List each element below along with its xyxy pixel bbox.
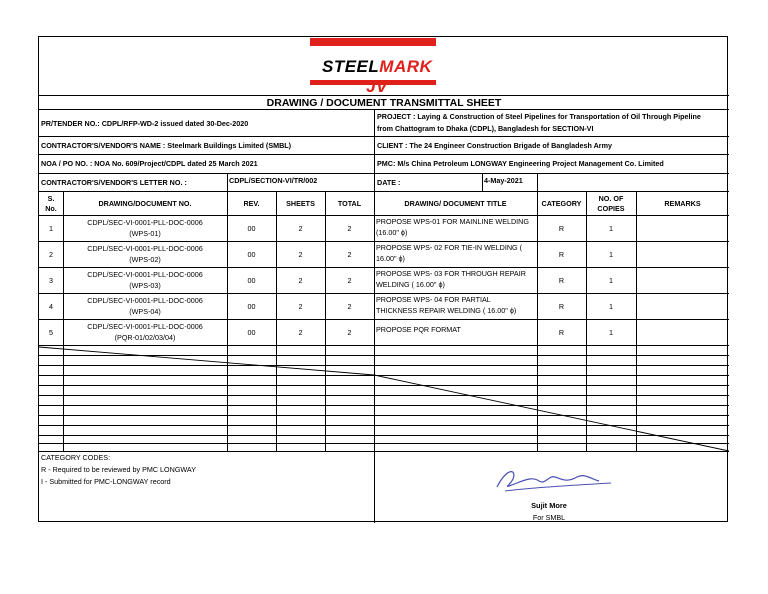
signer-name: Sujit More (531, 501, 567, 510)
letter-no-value: CDPL/SECTION-VI/TR/002 (229, 176, 318, 185)
row-title-line2: WELDING ( 16.00" ϕ) (376, 280, 445, 289)
row-sno: 2 (49, 250, 53, 259)
row-title-line1: PROPOSE PQR FORMAT (376, 325, 461, 334)
client: CLIENT : The 24 Engineer Construction Brigade of Bangladesh Army (377, 141, 612, 150)
row-total: 2 (347, 302, 352, 311)
col-remarks: REMARKS (664, 199, 701, 208)
row-title-line1: PROPOSE WPS- 02 FOR TIE-IN WELDING ( (376, 243, 523, 252)
row-sheets: 2 (298, 302, 303, 311)
col-rev: REV. (243, 199, 260, 208)
row-total: 2 (347, 276, 352, 285)
col-doc-no: DRAWING/DOCUMENT NO. (98, 199, 192, 208)
col-sno-2: No. (45, 204, 57, 213)
row-copies: 1 (609, 276, 613, 285)
letter-no-label: CONTRACTOR'S/VENDOR'S LETTER NO. : (41, 178, 187, 187)
row-copies: 1 (609, 302, 613, 311)
pmc: PMC: M/s China Petroleum LONGWAY Engineering Project Management Co. Limited (377, 159, 664, 168)
row-category: R (558, 302, 565, 311)
row-doc-no: CDPL/SEC-VI-0001-PLL-DOC-0006 (87, 270, 203, 279)
row-total: 2 (347, 224, 352, 233)
logo-part1: STEEL (322, 57, 380, 76)
sheet-title: DRAWING / DOCUMENT TRANSMITTAL SHEET (266, 97, 502, 109)
col-sheets: SHEETS (286, 199, 315, 208)
row-sheets: 2 (298, 250, 303, 259)
col-sno-1: S. (47, 194, 55, 203)
row-title-line2: 16.00" ϕ) (376, 254, 405, 263)
row-sno: 3 (49, 276, 53, 285)
transmittal-sheet (38, 36, 728, 522)
row-total: 2 (347, 328, 352, 337)
row-category: R (558, 328, 565, 337)
row-copies: 1 (609, 224, 613, 233)
category-codes-title: CATEGORY CODES: (41, 453, 111, 462)
row-doc-no: CDPL/SEC-VI-0001-PLL-DOC-0006 (87, 322, 203, 331)
row-category: R (558, 276, 565, 285)
col-doc-title: DRAWING/ DOCUMENT TITLE (404, 199, 507, 208)
row-doc-code: (WPS-01) (129, 229, 161, 238)
row-rev: 00 (247, 302, 256, 311)
signature (487, 457, 617, 497)
row-rev: 00 (247, 328, 256, 337)
noa-po-no: NOA / PO NO. : NOA No. 609/Project/CDPL dated 25 March 2021 (41, 159, 258, 168)
row-title-line2: (16.00" ϕ) (376, 228, 408, 237)
logo-part2: MARK JV (366, 57, 433, 96)
col-copies-2: COPIES (597, 204, 625, 213)
row-sno: 5 (49, 328, 53, 337)
date-label: DATE : (377, 178, 401, 187)
col-total: TOTAL (337, 199, 362, 208)
row-doc-no: CDPL/SEC-VI-0001-PLL-DOC-0006 (87, 218, 203, 227)
category-code-i: I - Submitted for PMC-LONGWAY record (41, 477, 171, 486)
row-total: 2 (347, 250, 352, 259)
row-doc-no: CDPL/SEC-VI-0001-PLL-DOC-0006 (87, 296, 203, 305)
row-title-line1: PROPOSE WPS- 04 FOR PARTIAL (376, 295, 491, 304)
row-title-line2: THICKNESS REPAIR WELDING ( 16.00" ϕ) (376, 306, 517, 315)
row-sheets: 2 (298, 328, 303, 337)
signer-org: For SMBL (532, 513, 566, 522)
project-line-1: PROJECT : Laying & Construction of Steel Pipelines for Transportation of Oil Through Pipeline (377, 112, 701, 121)
pr-tender-no: PR/TENDER NO.: CDPL/RFP-WD-2 issued dated 30-Dec-2020 (41, 119, 249, 128)
row-doc-code: (PQR-01/02/03/04) (114, 333, 176, 342)
row-rev: 00 (247, 224, 256, 233)
contractor-name: CONTRACTOR'S/VENDOR'S NAME : Steelmark Buildings Limited (SMBL) (41, 141, 292, 150)
row-category: R (558, 224, 565, 233)
row-category: R (558, 250, 565, 259)
row-sheets: 2 (298, 224, 303, 233)
row-rev: 00 (247, 276, 256, 285)
row-rev: 00 (247, 250, 256, 259)
row-title-line1: PROPOSE WPS-01 FOR MAINLINE WELDING (376, 217, 529, 226)
row-copies: 1 (609, 250, 613, 259)
row-sheets: 2 (298, 276, 303, 285)
col-copies-1: NO. OF (598, 194, 624, 203)
row-doc-code: (WPS-03) (129, 281, 161, 290)
row-doc-no: CDPL/SEC-VI-0001-PLL-DOC-0006 (87, 244, 203, 253)
row-doc-code: (WPS-02) (129, 255, 161, 264)
row-sno: 1 (49, 224, 53, 233)
row-copies: 1 (609, 328, 613, 337)
col-category: CATEGORY (541, 199, 582, 208)
row-sno: 4 (49, 302, 53, 311)
row-title-line1: PROPOSE WPS- 03 FOR THROUGH REPAIR (376, 269, 526, 278)
project-line-2: from Chattogram to Dhaka (CDPL), Bangladesh for SECTION-VI (377, 124, 594, 133)
date-value: 4-May-2021 (484, 176, 523, 185)
row-doc-code: (WPS-04) (129, 307, 161, 316)
category-code-r: R - Required to be reviewed by PMC LONGWAY (41, 465, 196, 474)
